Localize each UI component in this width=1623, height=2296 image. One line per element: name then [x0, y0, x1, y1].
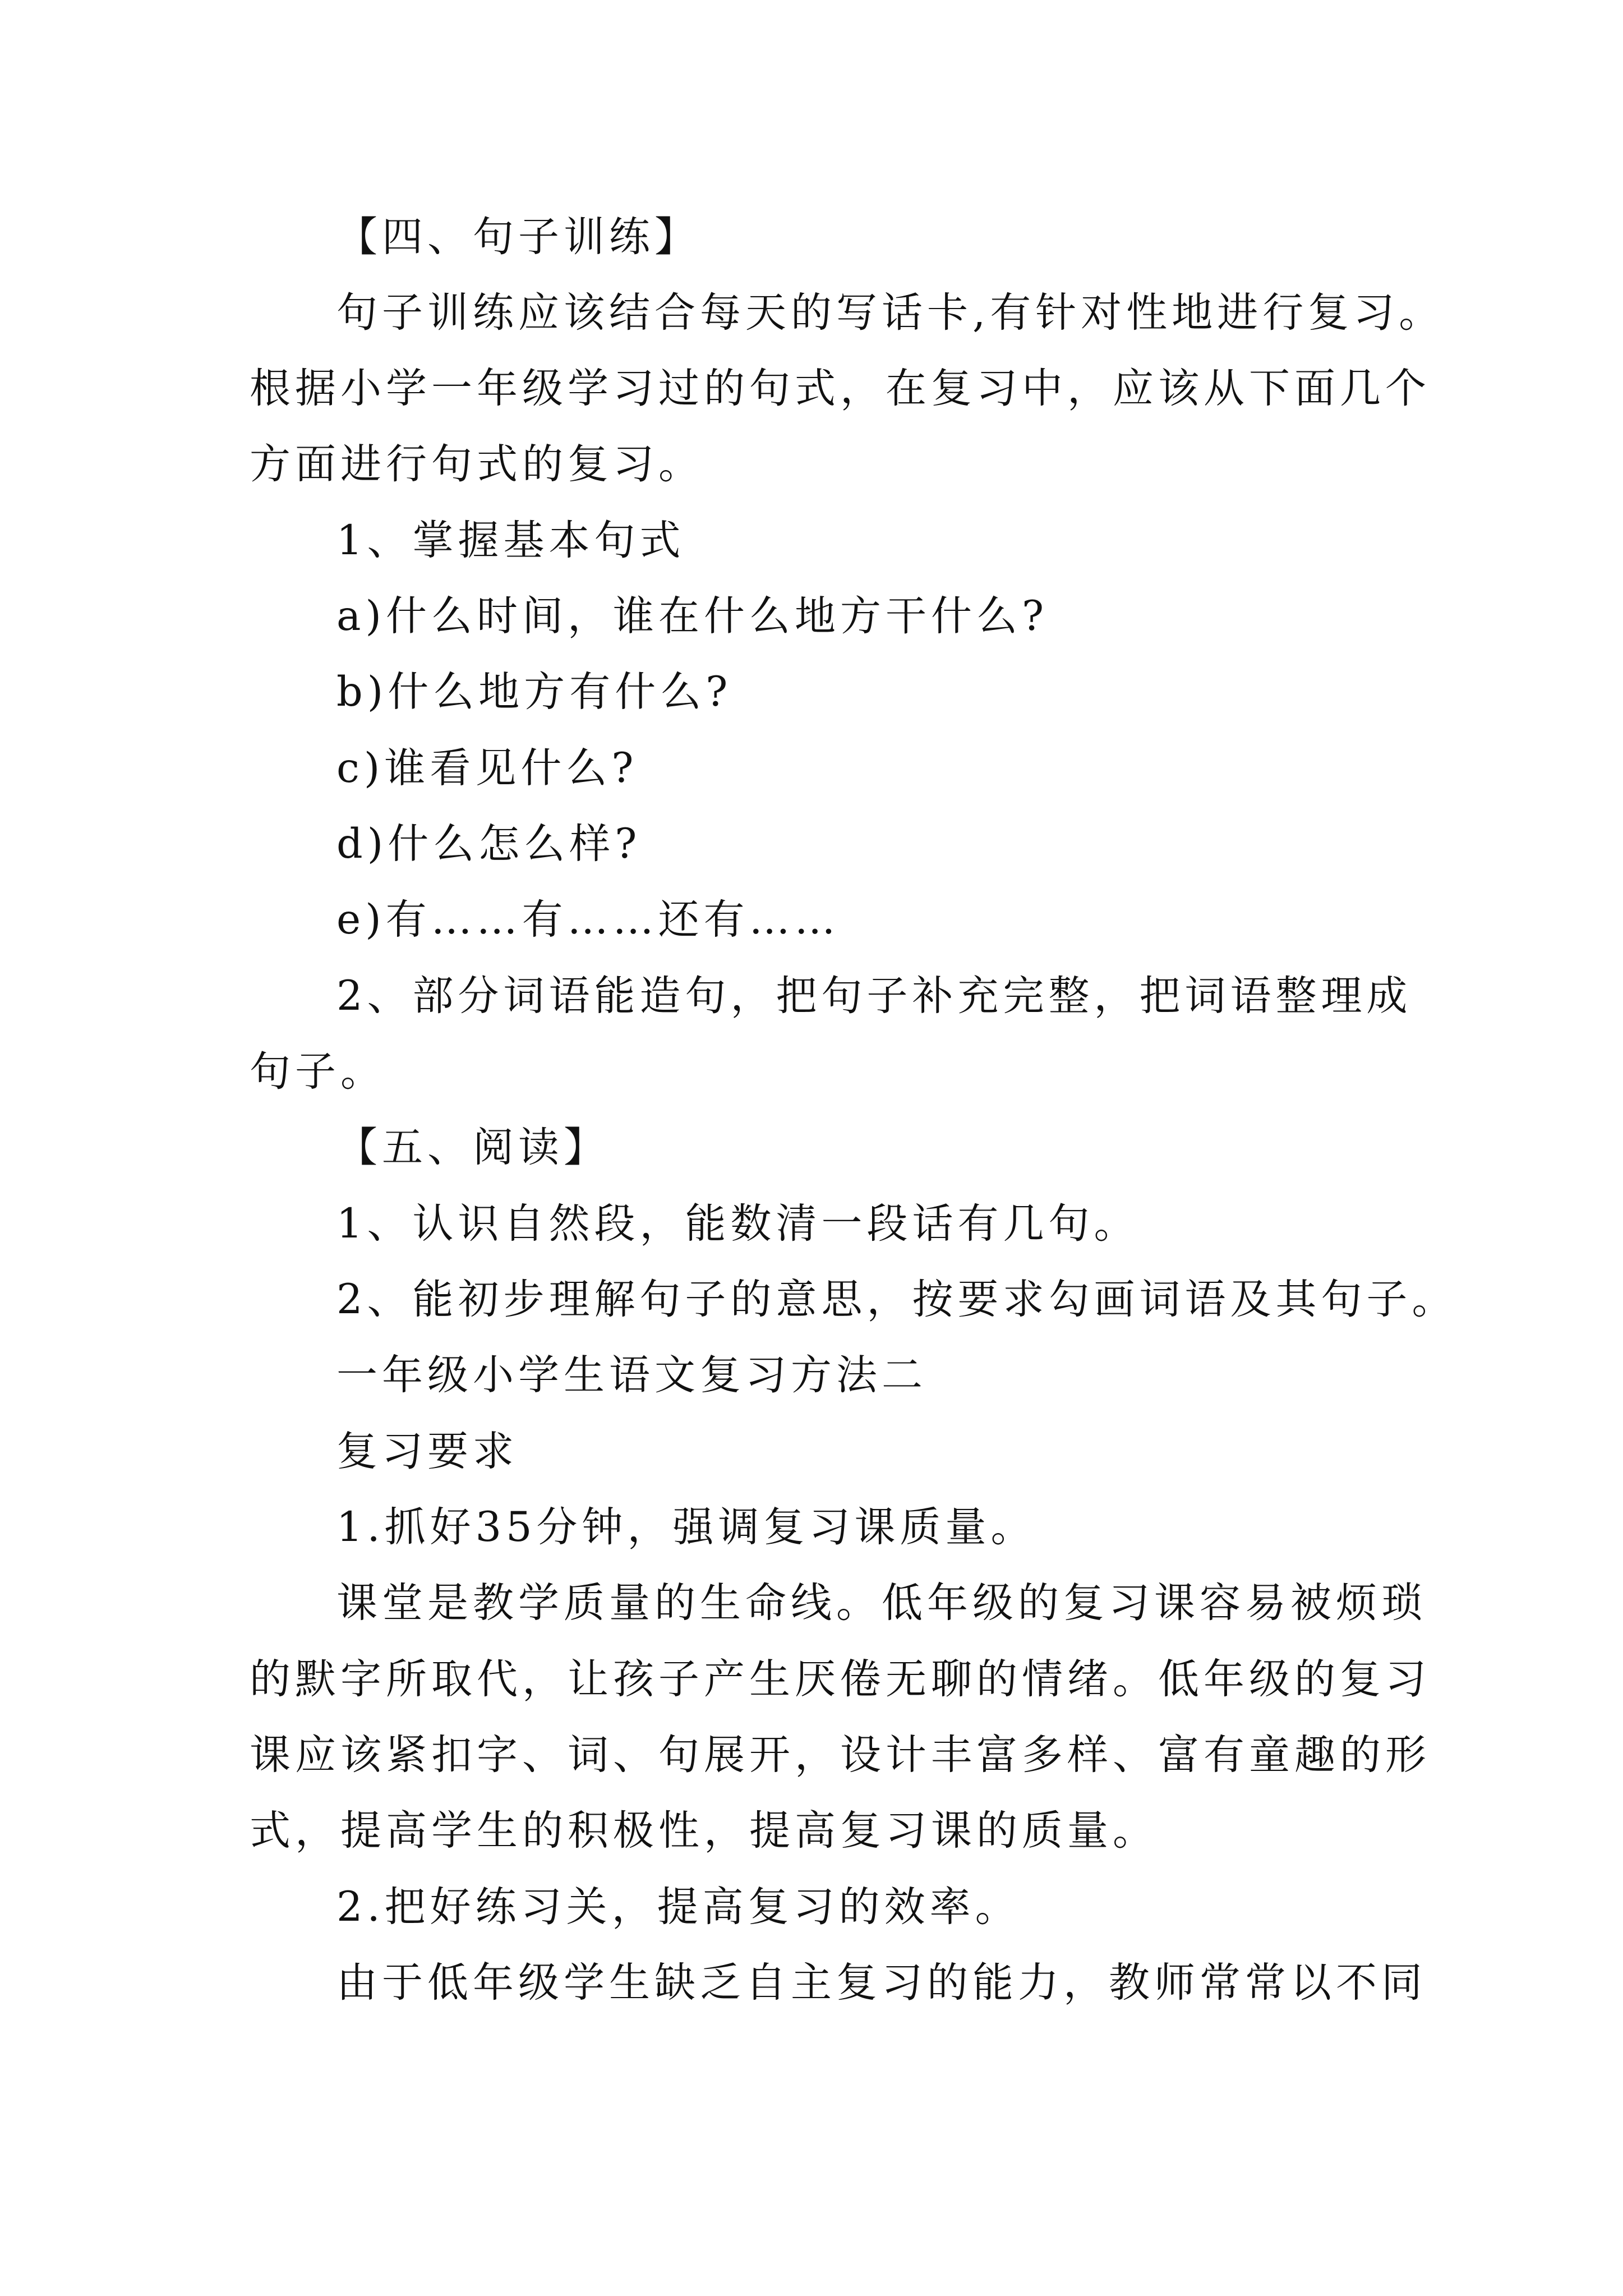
- sentence-pattern: d)什么怎么样?: [336, 820, 642, 868]
- paragraph-line: 的默字所取代，让孩子产生厌倦无聊的情绪。低年级的复习: [250, 1655, 1431, 1703]
- method-two-title: 一年级小学生语文复习方法二: [336, 1351, 927, 1399]
- list-item-continuation: 句子。: [250, 1048, 386, 1096]
- paragraph-line: 句子训练应该结合每天的写话卡,有针对性地进行复习。: [336, 289, 1445, 337]
- sentence-pattern: c)谁看见什么?: [336, 744, 638, 792]
- paragraph-line: 根据小学一年级学习过的句式，在复习中，应该从下面几个: [250, 365, 1431, 412]
- paragraph-line: 课应该紧扣字、词、句展开，设计丰富多样、富有童趣的形: [250, 1731, 1431, 1779]
- list-item: 2、部分词语能造句，把句子补充完整，把词语整理成: [336, 972, 1412, 1020]
- method-two-subtitle: 复习要求: [336, 1428, 518, 1475]
- sentence-pattern: b)什么地方有什么?: [336, 668, 732, 716]
- list-item: 1、认识自然段，能数清一段话有几句。: [336, 1200, 1140, 1248]
- paragraph-line: 课堂是教学质量的生命线。低年级的复习课容易被烦琐: [336, 1579, 1427, 1627]
- sentence-pattern: a)什么时间，谁在什么地方干什么?: [336, 592, 1049, 640]
- point-title: 2.把好练习关，提高复习的效率。: [336, 1883, 1021, 1931]
- section-four-heading: 【四、句子训练】: [336, 213, 700, 261]
- sentence-pattern: e)有……有……还有……: [336, 896, 840, 944]
- section-five-heading: 【五、阅读】: [336, 1124, 609, 1171]
- list-item-title: 1、掌握基本句式: [336, 517, 685, 564]
- point-title: 1.抓好35分钟，强调复习课质量。: [336, 1503, 1036, 1551]
- list-item: 2、能初步理解句子的意思，按要求勾画词语及其句子。: [336, 1276, 1458, 1323]
- paragraph-line: 方面进行句式的复习。: [250, 440, 704, 488]
- paragraph-line: 由于低年级学生缺乏自主复习的能力，教师常常以不同: [336, 1959, 1427, 2007]
- paragraph-line: 式，提高学生的积极性，提高复习课的质量。: [250, 1807, 1158, 1855]
